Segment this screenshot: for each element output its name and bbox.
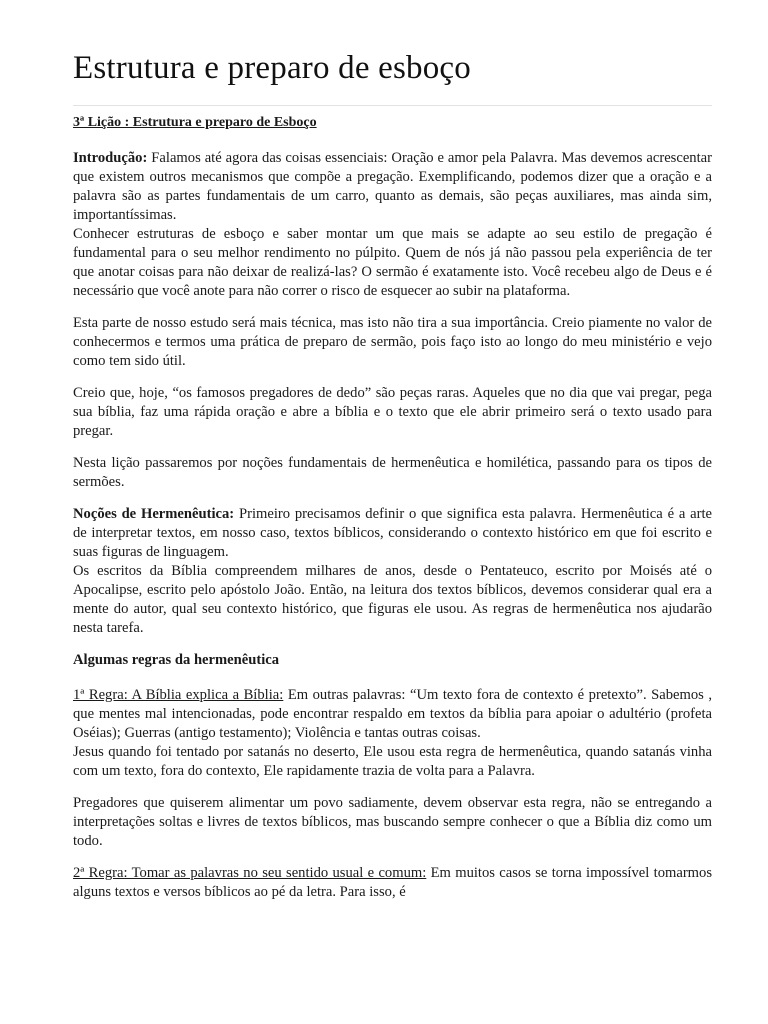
intro-text: Falamos até agora das coisas essenciais: Oração e amor pela Palavra. Mas devemos acrescentar que existem outros mecanismos que compõe a pregação. Exemplificando, podemos dizer que a oração e a palavra são as partes fundamentais de um carro, quanto as demais, são peças auxiliares, mas ainda sim, importantíssimas. [73,150,712,223]
paragraph-licao: Nesta lição passaremos por noções fundamentais de hermenêutica e homilética, passando para os tipos de sermões. [73,455,712,490]
lesson-heading: 3ª Lição : Estrutura e preparo de Esboço [73,115,317,130]
paragraph-pregadores-de-dedo: Creio que, hoje, “os famosos pregadores de dedo” são peças raras. Aqueles que no dia que vai pregar, pega sua bíblia, faz uma rápida oração e abre a bíblia e o texto que ele abrir primeiro será o texto usado para pregar. [73,385,712,439]
rule2-paragraph [73,864,712,902]
rule1-paragraph-2: Jesus quando foi tentado por satanás no deserto, Ele usou esta regra de hermenêutica, quando satanás vinha com um texto, fora do contexto, Ele rapidamente trazia de volta para a Palavra. [73,744,712,779]
rule2-label: 2ª Regra: Tomar as palavras no seu sentido usual e comum: [73,865,427,881]
hermeneutica-paragraph-2: Os escritos da Bíblia compreendem milhares de anos, desde o Pentateuco, escrito por Moisés até o Apocalipse, escrito pelo apóstolo João. Então, na leitura dos textos bíblicos, devemos considerar qual era a mente do autor, qual seu contexto histórico, que figuras ele usou. As regras de hermenêutica nos ajudarão nesta tarefa. [73,563,712,636]
document-title: Estrutura e preparo de esboço [73,50,471,86]
paragraph-pregadores: Pregadores que quiserem alimentar um povo sadiamente, devem observar esta regra, não se entregando a interpretações soltas e livres de textos bíblicos, mas buscando sempre conhecer o que a Bíblia diz como um todo. [73,795,712,849]
rule1-paragraph [73,686,712,743]
hermeneutica-paragraph [73,505,712,562]
rule2-text: Em muitos casos se torna impossível tomarmos alguns textos e versos bíblicos ao pé da letra. Para isso, é [73,865,713,900]
rule1-label: 1ª Regra: A Bíblia explica a Bíblia: [73,687,284,703]
rule1-text: Em outras palavras: “Um texto fora de contexto é pretexto”. Sabemos , que mentes mal intencionadas, pode encontrar respaldo em textos da bíblia para apoiar o adultério (profeta Oséias); Guerras (antigo testamento); Violência e tantas outras coisas. [73,687,712,741]
intro-label: Introdução: [73,150,148,166]
title-divider [73,105,712,106]
hermeneutica-label: Noções de Hermenêutica: [73,506,235,522]
rules-heading: Algumas regras da hermenêutica [73,652,280,668]
hermeneutica-text: Primeiro precisamos definir o que significa esta palavra. Hermenêutica é a arte de interpretar textos, em nosso caso, textos bíblicos, considerando o contexto histórico em que foi escrito e suas figuras de linguagem. [73,506,712,560]
paragraph-tecnica: Esta parte de nosso estudo será mais técnica, mas isto não tira a sua importância. Creio piamente no valor de conhecermos e termos uma prática de preparo de sermão, pois faço isto ao longo do meu ministério e vejo como tem sido útil. [73,315,712,369]
intro-paragraph-2: Conhecer estruturas de esboço e saber montar um que mais se adapte ao seu estilo de pregação é fundamental para o seu melhor rendimento no púlpito. Quem de nós já não passou pela experiência de ter que anotar coisas para não deixar de realizá-las? O sermão é exatamente isto. Você recebeu algo de Deus e é necessário que você anote para não correr o risco de esquecer ao subir na plataforma. [73,226,712,299]
intro-paragraph [73,149,712,225]
